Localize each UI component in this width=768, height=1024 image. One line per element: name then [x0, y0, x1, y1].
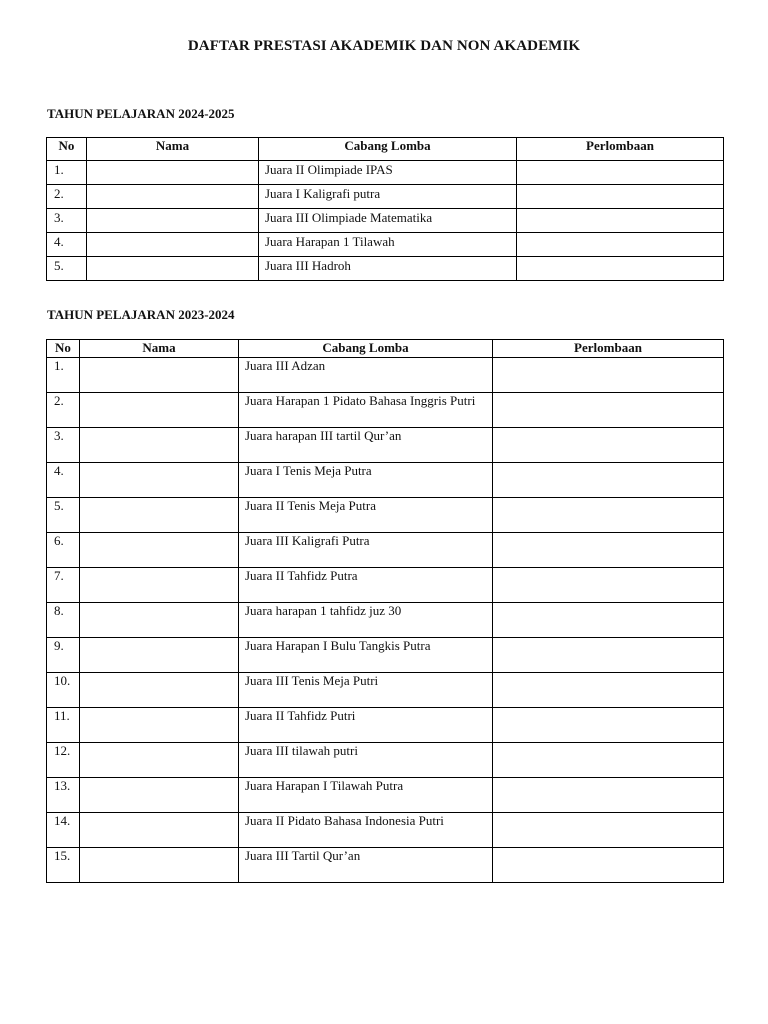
table-header-row [47, 138, 724, 161]
table-row [47, 778, 724, 813]
header-nama: Nama [87, 138, 259, 161]
header-cabang-lomba: Cabang Lomba [239, 340, 493, 358]
table-row [47, 638, 724, 673]
cell-no: 7. [47, 568, 80, 603]
cell-perlombaan [493, 568, 724, 603]
cell-cabang-lomba: Juara Harapan I Bulu Tangkis Putra [239, 638, 493, 673]
cell-nama [80, 568, 239, 603]
table-row [47, 257, 724, 281]
cell-no: 10. [47, 673, 80, 708]
cell-perlombaan [493, 743, 724, 778]
cell-no: 5. [47, 257, 87, 281]
cell-nama [80, 603, 239, 638]
cell-nama [87, 257, 259, 281]
cell-perlombaan [517, 185, 724, 209]
cell-perlombaan [493, 498, 724, 533]
table-row [47, 848, 724, 883]
table-row [47, 673, 724, 708]
cell-no: 6. [47, 533, 80, 568]
cell-cabang-lomba: Juara Harapan 1 Tilawah [259, 233, 517, 257]
cell-cabang-lomba: Juara I Tenis Meja Putra [239, 463, 493, 498]
table-row [47, 708, 724, 743]
cell-nama [80, 533, 239, 568]
cell-perlombaan [493, 428, 724, 463]
header-perlombaan: Perlombaan [517, 138, 724, 161]
cell-perlombaan [493, 673, 724, 708]
table-row [47, 428, 724, 463]
cell-no: 1. [47, 358, 80, 393]
cell-cabang-lomba: Juara III Tenis Meja Putri [239, 673, 493, 708]
achievements-table-2023-2024 [46, 339, 724, 883]
cell-no: 5. [47, 498, 80, 533]
cell-cabang-lomba: Juara harapan III tartil Qur’an [239, 428, 493, 463]
cell-nama [87, 161, 259, 185]
cell-no: 9. [47, 638, 80, 673]
achievements-table-2024-2025 [46, 137, 724, 281]
cell-cabang-lomba: Juara I Kaligrafi putra [259, 185, 517, 209]
cell-cabang-lomba: Juara II Tenis Meja Putra [239, 498, 493, 533]
cell-no: 2. [47, 185, 87, 209]
cell-no: 14. [47, 813, 80, 848]
cell-no: 15. [47, 848, 80, 883]
cell-no: 4. [47, 463, 80, 498]
cell-nama [80, 743, 239, 778]
cell-nama [87, 209, 259, 233]
table-row [47, 568, 724, 603]
cell-nama [80, 813, 239, 848]
cell-no: 3. [47, 209, 87, 233]
cell-cabang-lomba: Juara Harapan 1 Pidato Bahasa Inggris Putri [239, 393, 493, 428]
table-header-row [47, 340, 724, 358]
cell-perlombaan [493, 393, 724, 428]
cell-perlombaan [493, 708, 724, 743]
table-row [47, 161, 724, 185]
document-title: DAFTAR PRESTASI AKADEMIK DAN NON AKADEMIK [187, 38, 581, 54]
cell-perlombaan [493, 638, 724, 673]
section-heading-2024-2025: TAHUN PELAJARAN 2024-2025 [47, 106, 235, 121]
cell-cabang-lomba: Juara II Olimpiade IPAS [259, 161, 517, 185]
table-row [47, 743, 724, 778]
cell-nama [80, 848, 239, 883]
cell-cabang-lomba: Juara II Tahfidz Putri [239, 708, 493, 743]
table-row [47, 533, 724, 568]
table-row [47, 498, 724, 533]
section-heading-2023-2024: TAHUN PELAJARAN 2023-2024 [47, 307, 235, 322]
cell-perlombaan [493, 463, 724, 498]
cell-cabang-lomba: Juara III tilawah putri [239, 743, 493, 778]
cell-nama [80, 463, 239, 498]
cell-nama [87, 185, 259, 209]
cell-nama [80, 428, 239, 463]
cell-cabang-lomba: Juara III Hadroh [259, 257, 517, 281]
table-row [47, 209, 724, 233]
table-row [47, 393, 724, 428]
header-perlombaan: Perlombaan [493, 340, 724, 358]
cell-no: 4. [47, 233, 87, 257]
cell-cabang-lomba: Juara III Olimpiade Matematika [259, 209, 517, 233]
cell-no: 11. [47, 708, 80, 743]
header-no: No [47, 340, 80, 358]
cell-cabang-lomba: Juara III Kaligrafi Putra [239, 533, 493, 568]
table-row [47, 358, 724, 393]
cell-cabang-lomba: Juara III Tartil Qur’an [239, 848, 493, 883]
cell-no: 3. [47, 428, 80, 463]
table-row [47, 603, 724, 638]
table-row [47, 813, 724, 848]
cell-perlombaan [493, 603, 724, 638]
cell-nama [80, 673, 239, 708]
cell-nama [80, 393, 239, 428]
cell-nama [80, 358, 239, 393]
cell-no: 2. [47, 393, 80, 428]
header-cabang-lomba: Cabang Lomba [259, 138, 517, 161]
cell-nama [80, 638, 239, 673]
cell-no: 8. [47, 603, 80, 638]
cell-perlombaan [493, 358, 724, 393]
header-nama: Nama [80, 340, 239, 358]
cell-perlombaan [493, 778, 724, 813]
cell-nama [80, 708, 239, 743]
cell-cabang-lomba: Juara II Pidato Bahasa Indonesia Putri [239, 813, 493, 848]
cell-perlombaan [493, 848, 724, 883]
table-row [47, 463, 724, 498]
cell-cabang-lomba: Juara Harapan I Tilawah Putra [239, 778, 493, 813]
cell-no: 12. [47, 743, 80, 778]
header-no: No [47, 138, 87, 161]
cell-nama [80, 498, 239, 533]
cell-perlombaan [493, 533, 724, 568]
cell-no: 13. [47, 778, 80, 813]
cell-perlombaan [517, 209, 724, 233]
cell-nama [80, 778, 239, 813]
table-row [47, 185, 724, 209]
cell-nama [87, 233, 259, 257]
cell-perlombaan [517, 233, 724, 257]
cell-no: 1. [47, 161, 87, 185]
cell-perlombaan [517, 257, 724, 281]
cell-perlombaan [517, 161, 724, 185]
table-row [47, 233, 724, 257]
cell-cabang-lomba: Juara II Tahfidz Putra [239, 568, 493, 603]
cell-perlombaan [493, 813, 724, 848]
cell-cabang-lomba: Juara harapan 1 tahfidz juz 30 [239, 603, 493, 638]
cell-cabang-lomba: Juara III Adzan [239, 358, 493, 393]
